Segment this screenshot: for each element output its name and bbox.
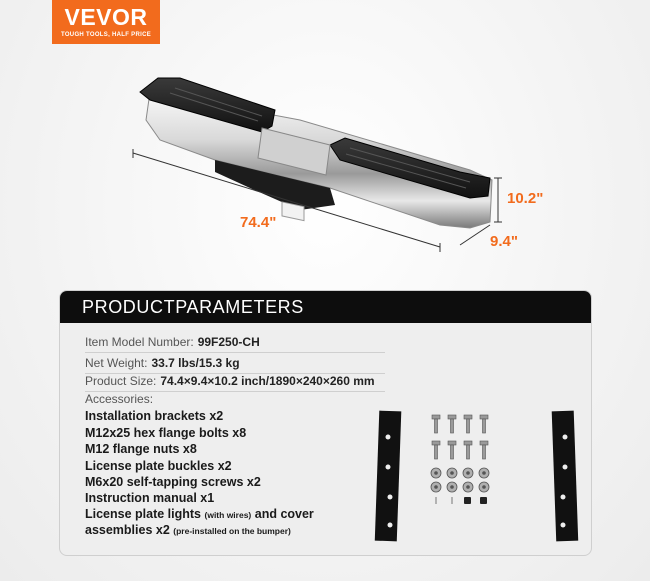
- bolt-icons: [432, 415, 488, 459]
- buckle-icons: [464, 497, 487, 504]
- logo-brand-text: VEVOR: [64, 4, 148, 30]
- length-dimension-label: 74.4": [240, 214, 277, 231]
- bracket-left-icon: [375, 411, 402, 542]
- accessory-item-lights: [85, 507, 314, 521]
- accessory-item: License plate buckles x2: [85, 459, 232, 473]
- bracket-right-icon: [552, 411, 579, 542]
- lights-note: (with wires): [204, 510, 252, 520]
- model-number-label: Item Model Number:: [85, 335, 194, 349]
- net-weight-row: [85, 356, 240, 370]
- net-weight-value: 33.7 lbs/15.3 kg: [151, 356, 240, 370]
- logo-tagline: TOUGH TOOLS, HALF PRICE: [60, 32, 151, 38]
- product-size-row: [85, 374, 375, 388]
- parameters-title: PRODUCTPARAMETERS: [60, 291, 591, 323]
- nut-icons: [431, 468, 489, 492]
- rear-bumper-image: [0, 0, 650, 290]
- accessory-item: Instruction manual x1: [85, 491, 215, 505]
- accessory-item: M6x20 self-tapping screws x2: [85, 475, 261, 489]
- width-dimension-label: 9.4": [490, 233, 518, 250]
- hardware-kit-image: [372, 407, 582, 556]
- covers-text: assemblies x2: [85, 523, 170, 537]
- covers-note: (pre-installed on the bumper): [173, 526, 291, 536]
- model-number-value: 99F250-CH: [197, 335, 260, 349]
- accessory-item: M12x25 hex flange bolts x8: [85, 426, 247, 440]
- lights-text-cont: and cover: [254, 507, 314, 521]
- height-dimension-label: 10.2": [507, 190, 544, 207]
- product-parameters-panel: [59, 290, 592, 556]
- model-number-row: [85, 335, 260, 349]
- lights-text: License plate lights: [85, 507, 202, 521]
- accessory-item: Installation brackets x2: [85, 409, 224, 423]
- accessory-item: M12 flange nuts x8: [85, 442, 197, 456]
- product-size-value: 74.4×9.4×10.2 inch/1890×240×260 mm: [160, 374, 375, 388]
- net-weight-label: Net Weight:: [85, 356, 148, 370]
- screw-icons: [436, 497, 452, 504]
- accessories-label: Accessories:: [85, 392, 154, 406]
- row-divider: [85, 352, 385, 353]
- accessory-item-covers: [85, 523, 291, 537]
- product-size-label: Product Size:: [85, 374, 157, 388]
